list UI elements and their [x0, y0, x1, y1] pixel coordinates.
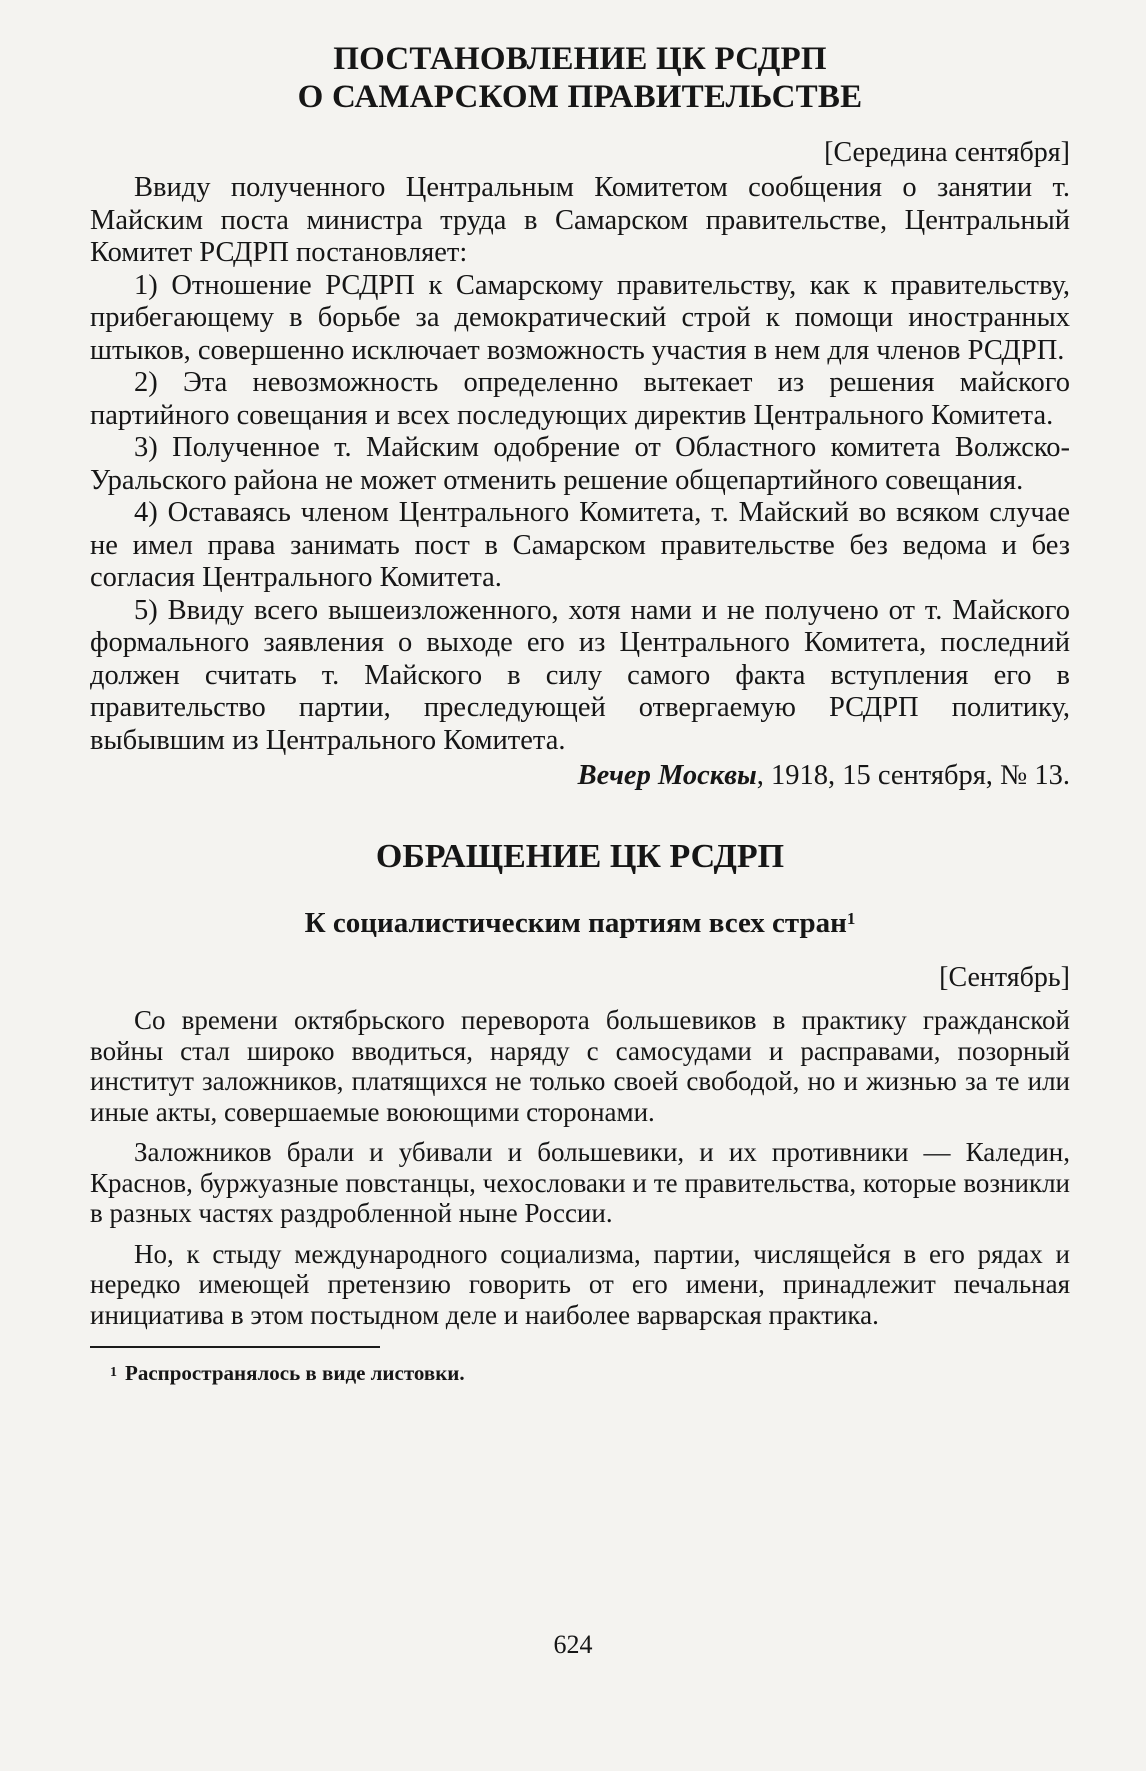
source-newspaper-title: Вечер Москвы	[577, 760, 757, 791]
footnote-marker: 1	[110, 1365, 117, 1380]
page-number: 624	[553, 1630, 593, 1659]
resolution-item-1: 1) Отношение РСДРП к Самарскому правительству, как к правительству, прибегающему в борьбе за демократический строй к помощи иностранных штыков, совершенно исключает возможность участия в нем для членов РСДРП.	[90, 269, 1070, 366]
appeal-paragraph-1: Со времени октябрьского переворота большевиков в практику гражданской войны стал широко вводиться, наряду с самосудами и расправами, позорный институт заложников, платящихся не только своей свободой, но и жизнью за те или иные акты, совершаемые воюющими сторонами.	[90, 1005, 1070, 1127]
appeal-title: ОБРАЩЕНИЕ ЦК РСДРП	[375, 838, 785, 875]
resolution-date: [Середина сентября]	[824, 137, 1070, 168]
appeal-date: [Сентябрь]	[939, 962, 1070, 993]
resolution-item-4: 4) Оставаясь членом Центрального Комитета, т. Майский во всяком случае не имел права занимать пост в Самарском правительстве без ведома и без согласия Центрального Комитета.	[90, 497, 1070, 593]
footnote	[110, 1360, 1070, 1386]
resolution-item-5: 5) Ввиду всего вышеизложенного, хотя нами и не получено от т. Майского формального заявления о выходе его из Центрального Комитета, последний должен считать т. Майского в силу самого факта вступления его в правительство партии, преследующей отвергаемую РСДРП политику, выбывшим из Центрального Комитета.	[90, 594, 1070, 756]
appeal-paragraph-2: Заложников брали и убивали и большевики, и их противники — Каледин, Краснов, буржуазные повстанцы, чехословаки и те правительства, которые возникли в разных частях раздробленной ныне России.	[90, 1137, 1070, 1228]
resolution-source	[90, 759, 1070, 793]
resolution-intro: Ввиду полученного Центральным Комитетом сообщения о занятии т. Майским поста министра труда в Самарском правительстве, Центральный Комитет РСДРП постановляет:	[90, 172, 1070, 268]
resolution-item-3: 3) Полученное т. Майским одобрение от Областного комитета Волжско-Уральского района не может отменить решение общепартийного совещания.	[90, 432, 1070, 496]
appeal-paragraph-3: Но, к стыду международного социализма, партии, числящейся в его рядах и нередко имеющей претензию говорить от его имени, принадлежит печальная инициатива в этом постыдном деле и наиболее варварская практика.	[90, 1238, 1070, 1330]
footnote-reference[interactable]: 1	[846, 909, 856, 928]
resolution-items	[90, 270, 1070, 758]
footnote-text: Распространялось в виде листовки.	[125, 1361, 465, 1385]
resolution-title-line-2: О САМАРСКОМ ПРАВИТЕЛЬСТВЕ	[297, 79, 863, 115]
document-page	[90, 40, 1070, 1386]
footnote-divider	[90, 1346, 380, 1348]
resolution-item-2: 2) Эта невозможность определенно вытекает из решения майского партийного совещания и всех последующих директив Центрального Комитета.	[90, 367, 1070, 431]
resolution-title-line-1: ПОСТАНОВЛЕНИЕ ЦК РСДРП	[333, 41, 827, 77]
appeal-subtitle	[90, 905, 1070, 941]
appeal-subtitle-text: К социалистическим партиям всех стран	[304, 907, 847, 939]
source-details: , 1918, 15 сентября, № 13.	[756, 760, 1070, 791]
